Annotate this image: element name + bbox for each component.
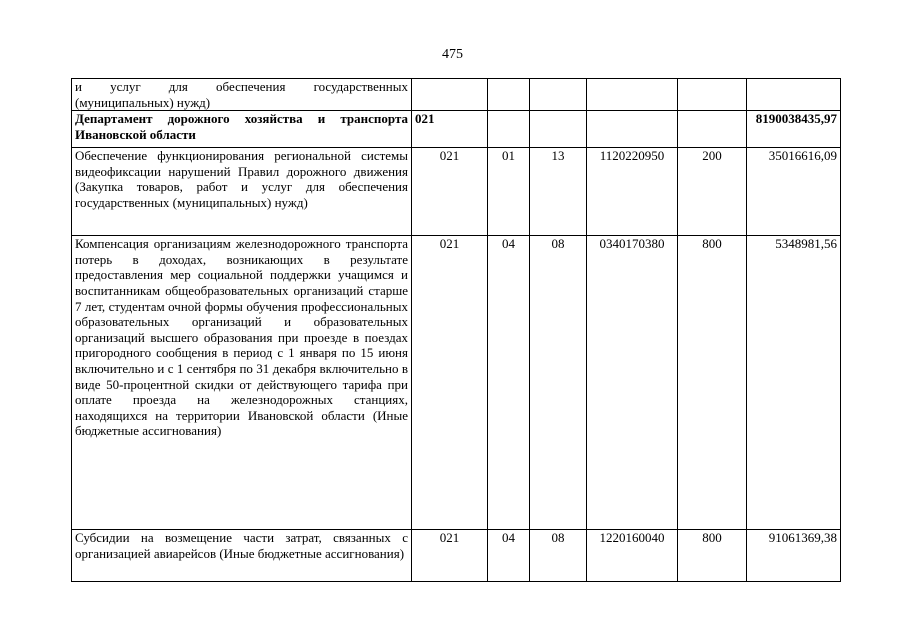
- table-row: [72, 148, 841, 236]
- row-amount: 91061369,38: [747, 530, 841, 582]
- row-subsection: 13: [530, 148, 587, 236]
- row-target: 0340170380: [587, 236, 678, 530]
- page-number: 475: [442, 47, 463, 62]
- row-subsection: [530, 111, 587, 148]
- row-target: 1220160040: [587, 530, 678, 582]
- row-section: 04: [488, 236, 530, 530]
- table-row: [72, 530, 841, 582]
- row-amount: 8190038435,97: [747, 111, 841, 148]
- row-target: [587, 111, 678, 148]
- row-description: Субсидии на возмещение части затрат, связанных с организацией авиарейсов (Иные бюджетные ассигнования): [72, 530, 412, 582]
- row-code: 021: [412, 148, 488, 236]
- row-expense-type: 200: [678, 148, 747, 236]
- row-description: Компенсация организациям железнодорожного транспорта потерь в доходах, возникающих в результате предоставления мер социальной поддержки учащимся и воспитанникам общеобразовательных организаций старше 7 лет, студентам очной формы обучения профессиональных образовательных организаций и образовательных организаций высшего образования при проезде в поездах пригородного сообщения в период с 1 января по 15 июня включительно и с 1 сентября по 31 декабря включительно в виде 50-процентной скидки от действующего тарифа при оплате проезда на железнодорожных станциях, находящихся на территории Ивановской области (Иные бюджетные ассигнования): [72, 236, 412, 530]
- row-section: 01: [488, 148, 530, 236]
- row-amount: 35016616,09: [747, 148, 841, 236]
- row-subsection: [530, 79, 587, 111]
- row-code: 021: [412, 530, 488, 582]
- row-expense-type: [678, 111, 747, 148]
- row-subsection: 08: [530, 530, 587, 582]
- row-section: 04: [488, 530, 530, 582]
- row-target: 1120220950: [587, 148, 678, 236]
- budget-table: [71, 78, 841, 582]
- row-expense-type: 800: [678, 530, 747, 582]
- row-target: [587, 79, 678, 111]
- row-description: Департамент дорожного хозяйства и транспорта Ивановской области: [72, 111, 412, 148]
- table-row: [72, 111, 841, 148]
- row-amount: 5348981,56: [747, 236, 841, 530]
- row-code: [412, 79, 488, 111]
- table-row: [72, 236, 841, 530]
- row-description: и услуг для обеспечения государственных (муниципальных) нужд): [72, 79, 412, 111]
- row-expense-type: 800: [678, 236, 747, 530]
- table-row: [72, 79, 841, 111]
- row-code: 021: [412, 111, 488, 148]
- row-amount: [747, 79, 841, 111]
- row-section: [488, 79, 530, 111]
- row-expense-type: [678, 79, 747, 111]
- row-subsection: 08: [530, 236, 587, 530]
- row-code: 021: [412, 236, 488, 530]
- row-description: Обеспечение функционирования региональной системы видеофиксации нарушений Правил дорожного движения (Закупка товаров, работ и услуг для обеспечения государственных (муниципальных) нужд): [72, 148, 412, 236]
- row-section: [488, 111, 530, 148]
